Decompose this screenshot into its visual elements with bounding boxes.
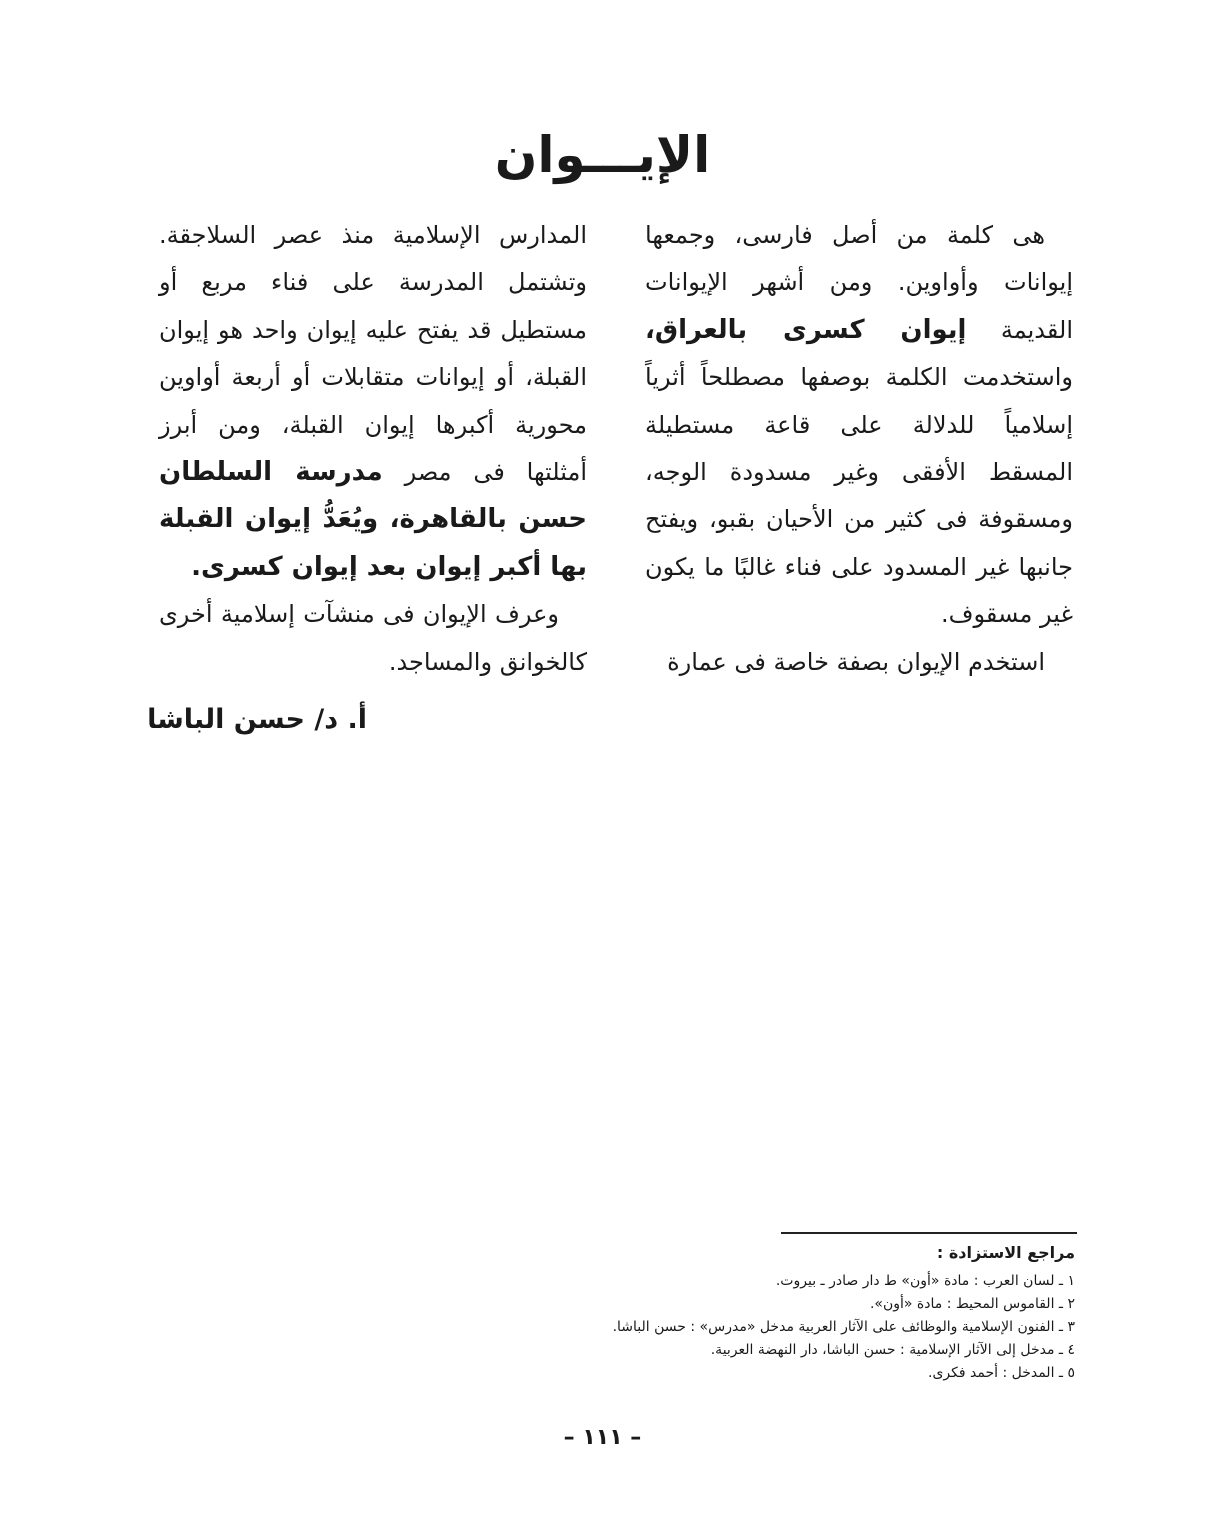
reference-item: ٢ ـ القاموس المحيط : مادة «أون». [869,1296,1075,1312]
references-list [515,1270,1075,1385]
bold-phrase: مدرسة السلطان حسن بالقاهرة، ويُعَدُّ إيوان القبلة بها أكبر إيوان بعد إيوان كسرى. [159,457,587,582]
bold-phrase: إيوان كسرى بالعراق، [645,314,967,345]
text-column-right [645,212,1073,686]
article-title: الإيـــوان [494,126,711,184]
paragraph [645,212,1073,639]
reference-item: ٥ ـ المدخل : أحمد فكرى. [928,1365,1075,1381]
references-heading: مراجع الاستزادة : [936,1243,1075,1262]
paragraph-text: واستخدمت الكلمة بوصفها مصطلحاً أثرياً إسلامياً للدلالة على قاعة مستطيلة المسقط الأفقى وغير مسدودة الوجه، ومسقوفة فى كثير من الأحيان بقبو، ويفتح جانبها غير المسدود على فناء غالبًا ما يكون غير مسقوف. [645,363,1073,629]
paragraph: استخدم الإيوان بصفة خاصة فى عمارة [667,647,1045,676]
reference-item: ١ ـ لسان العرب : مادة «أون» ط دار صادر ـ بيروت. [775,1273,1075,1289]
page-number: – ١١١ – [563,1425,642,1450]
paragraph-text: هى كلمة من أصل فارسى، وجمعها إيوانات وأواوين. ومن أشهر الإيوانات القديمة [645,221,1073,344]
references-section [515,1240,1075,1385]
footnote-divider [781,1232,1077,1234]
reference-item: ٣ ـ الفنون الإسلامية والوظائف على الآثار العربية مدخل «مدرس» : حسن الباشا. [612,1319,1075,1335]
reference-item: ٤ ـ مدخل إلى الآثار الإسلامية : حسن الباشا، دار النهضة العربية. [710,1342,1075,1358]
paragraph [159,212,587,591]
text-column-left [159,212,587,686]
author-signature: أ. د/ حسن الباشا [147,704,367,735]
paragraph-text: المدارس الإسلامية منذ عصر السلاجقة. وتشتمل المدرسة على فناء مربع أو مستطيل قد يفتح عليه إيوان واحد هو إيوان القبلة، أو إيوانات متقابلات أو أربعة أواوين محورية أكبرها إيوان القبلة، ومن أبرز أمثلتها فى مصر [159,221,588,487]
paragraph: وعرف الإيوان فى منشآت إسلامية أخرى كالخوانق والمساجد. [159,600,587,676]
